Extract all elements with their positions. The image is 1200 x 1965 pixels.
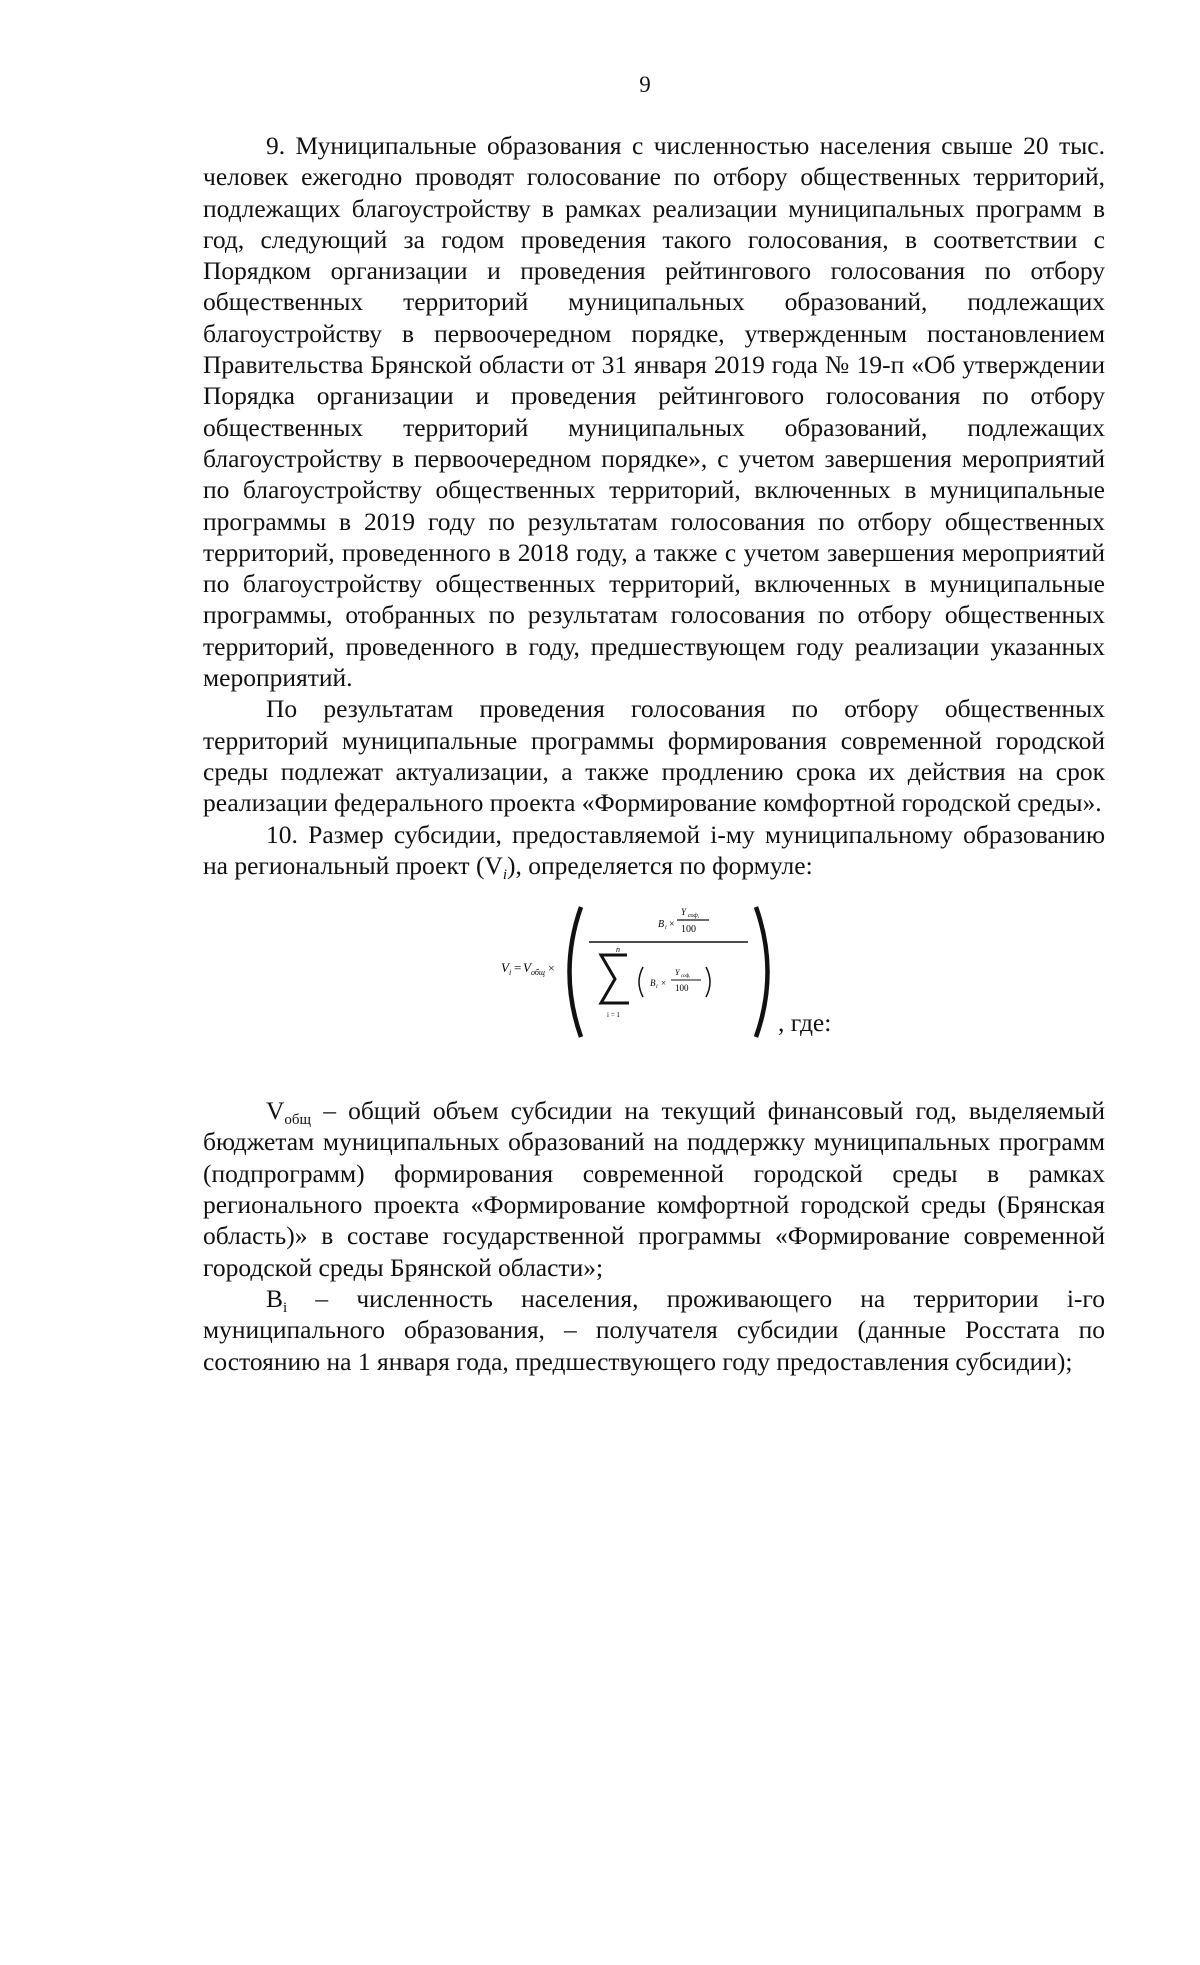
formula-lhs-sub: i: [509, 968, 512, 978]
paragraph-10-suffix: ), определяется по формуле:: [507, 850, 813, 880]
formula-sum-upper: n: [616, 945, 620, 955]
formula-numerator-hundred: 100: [681, 924, 696, 936]
subsidy-formula: [203, 887, 1105, 1067]
formula-times-1: ×: [548, 961, 555, 976]
formula-left-paren: [570, 907, 582, 1037]
definition-b-subscript: i: [283, 1299, 288, 1316]
formula-lhs-v: V: [501, 960, 509, 976]
definition-b-symbol: B: [266, 1283, 284, 1313]
formula-numerator-y-sub: соф,: [688, 913, 700, 920]
formula-numerator-y: Y: [681, 907, 687, 918]
definition-v-total: [203, 1095, 1105, 1283]
formula-right-paren: [756, 907, 768, 1037]
paragraph-10: [203, 819, 1105, 882]
formula-denominator-b-sub: i: [656, 984, 658, 991]
formula-small-left-paren: [639, 967, 643, 997]
definition-v-symbol: V: [266, 1096, 285, 1126]
paragraph-9: 9. Муниципальные образования с численностью населения свыше 20 тыс. человек ежегодно проводят голосование по отбору общественных территорий, подлежащих благоустройству в рамках реализации муниципальных программ в год, следующий за годом проведения такого голосования, в соответствии с Порядком организации и проведения рейтингового голосования по отбору общественных территорий муниципальных образований, подлежащих благоустройству в первоочередном порядке, утвержденным постановлением Правительства Брянской области от 31 января 2019 года № 19-п «Об утверждении Порядка организации и проведения рейтингового голосования по отбору общественных территорий муниципальных образований, подлежащих благоустройству в первоочередном порядке», с учетом завершения мероприятий по благоустройству общественных территорий, включенных в муниципальные программы в 2019 году по результатам голосования по отбору общественных территорий, проведенного в 2018 году, а также с учетом завершения мероприятий по благоустройству общественных территорий, включенных в муниципальные программы, отобранных по результатам голосования по отбору общественных территорий, проведенного в году, предшествующем году реализации указанных мероприятий.: [203, 131, 1105, 693]
definition-v-text: – общий объем субсидии на текущий финансовый год, выделяемый бюджетам муниципальных образований на поддержку муниципальных программ (подпрограмм) формирования современной городской среды в рамках регионального проекта «Формирование комфортной городской среды (Брянская область)» в составе государственной программы «Формирование современной городской среды Брянской области»;: [203, 1096, 1105, 1282]
formula-equals: =: [514, 960, 522, 976]
document-body: [203, 130, 1105, 1377]
paragraph-10-prefix: 10. Размер субсидии, предоставляемой i-му муниципальному образованию на региональный проект (V: [203, 819, 1105, 880]
page-number: 9: [639, 72, 651, 97]
formula-denominator-b: B: [650, 978, 656, 989]
formula-total-sub: общ: [531, 968, 545, 978]
formula-sigma: [601, 955, 629, 1003]
definition-b-population: [203, 1283, 1105, 1377]
formula-times-3: ×: [661, 978, 667, 989]
paragraph-9-voting-results: По результатам проведения голосования по отбору общественных территорий муниципальные программы формирования современной городской среды подлежат актуализации, а также продлению срока их действия на срок реализации федерального проекта «Формирование комфортной городской среды».: [203, 694, 1105, 818]
formula-times-2: ×: [669, 919, 675, 931]
definition-v-subscript: общ: [284, 1112, 312, 1129]
formula-denominator-y: Y: [675, 968, 680, 978]
formula-total-v: V: [523, 960, 531, 976]
formula-numerator-b: B: [658, 919, 665, 931]
formula-graphic: [203, 887, 1105, 1067]
formula-sum-lower: i = 1: [607, 1011, 620, 1020]
formula-denominator-y-sub: соф,: [681, 974, 691, 980]
definition-b-text: – численность населения, проживающего на территории i-го муниципального образования, – получателя субсидии (данные Росстата по состоянию на 1 января года, предшествующего году предоставления субсидии);: [203, 1283, 1105, 1376]
formula-numerator-b-sub: i: [665, 925, 667, 932]
paragraph-10-subscript: i: [502, 866, 508, 883]
formula-denominator-hundred: 100: [675, 983, 689, 994]
formula-small-right-paren: [706, 967, 710, 997]
formula-where-label: , где:: [778, 1008, 832, 1038]
